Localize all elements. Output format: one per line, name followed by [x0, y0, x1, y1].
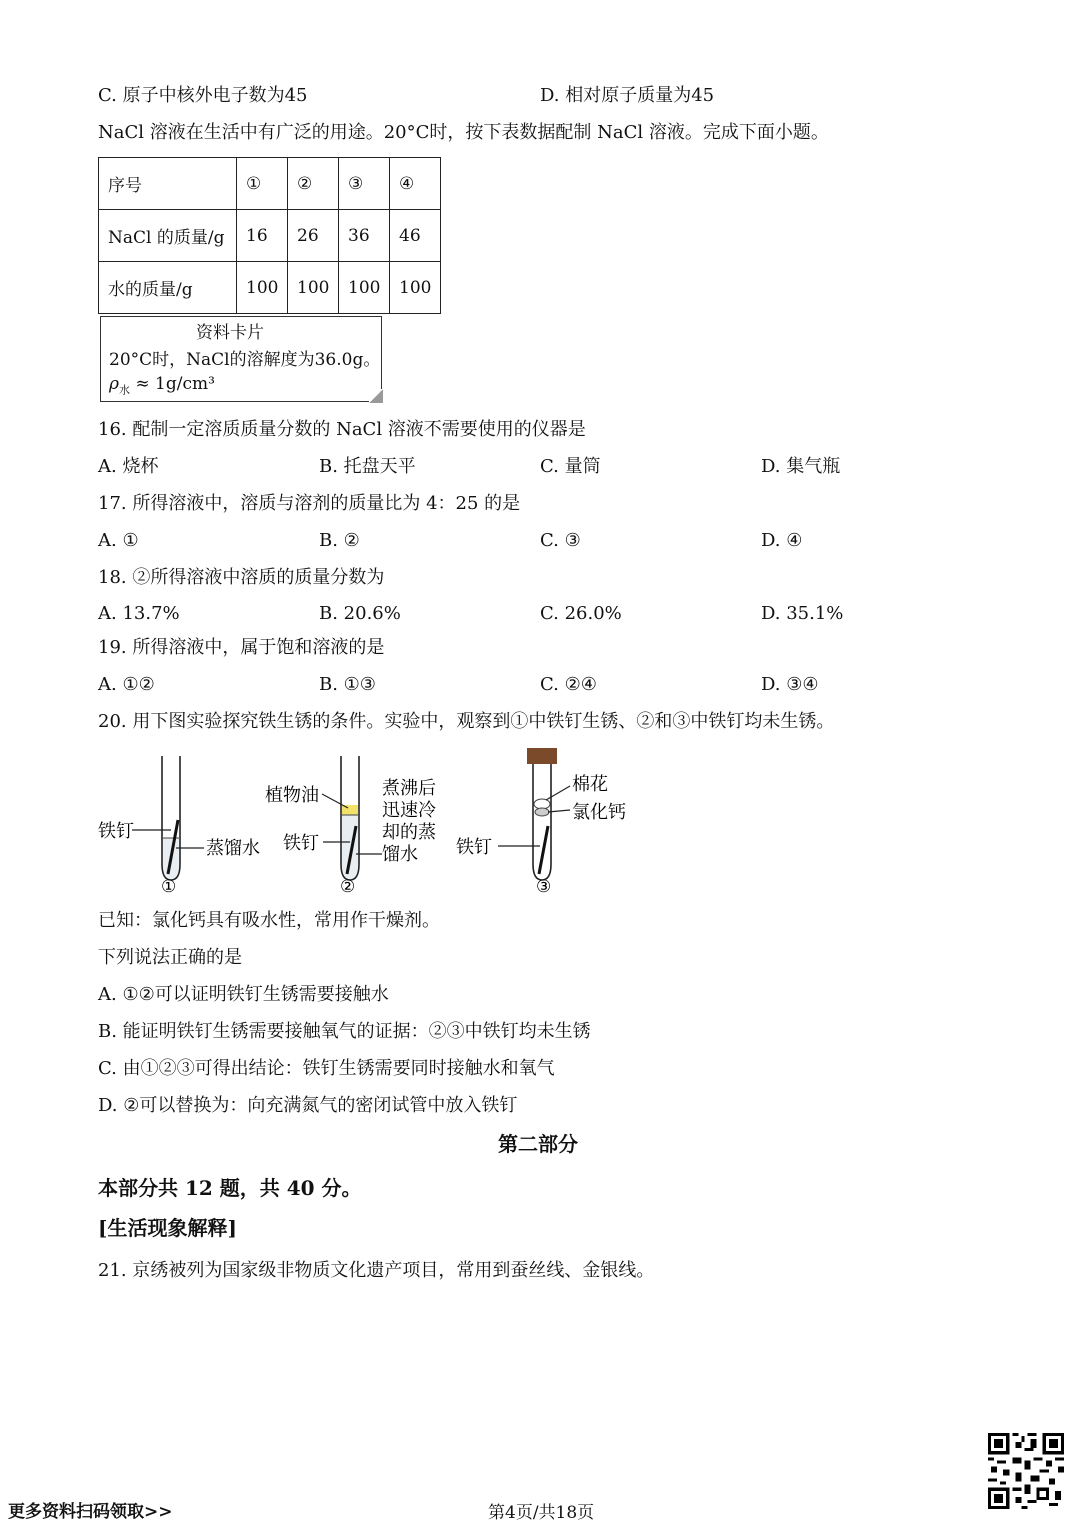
- q19-option-a[interactable]: A. ①②: [98, 674, 155, 695]
- q17-option-a[interactable]: A. ①: [98, 530, 139, 551]
- table-cell: ④: [390, 158, 441, 210]
- table-cell: 26: [288, 210, 339, 262]
- tube1-number: ①: [161, 877, 177, 897]
- q20-known: 已知：氯化钙具有吸水性，常用作干燥剂。: [98, 910, 440, 931]
- test-tube-2: [322, 756, 382, 880]
- test-tube-3: [498, 748, 570, 880]
- tube2-water-label-1: 煮沸后: [382, 778, 436, 799]
- q20-prompt: 下列说法正确的是: [98, 947, 242, 968]
- tube1-water-label: 蒸馏水: [206, 838, 260, 859]
- table-cell: ①: [237, 158, 288, 210]
- table-cell: 100: [288, 262, 339, 314]
- tube3-number: ③: [536, 877, 552, 897]
- prev-option-d: D. 相对原子质量为45: [540, 85, 715, 106]
- question-17-stem: 17. 所得溶液中，溶质与溶剂的质量比为 4：25 的是: [98, 493, 521, 514]
- tube3-cacl2-label: 氯化钙: [572, 802, 626, 823]
- q17-option-b[interactable]: B. ②: [319, 530, 360, 551]
- tube2-oil-label: 植物油: [265, 785, 319, 806]
- table-cell: 序号: [99, 158, 237, 210]
- q19-option-c[interactable]: C. ②④: [540, 674, 597, 695]
- table-row: [99, 262, 441, 314]
- table-row: [99, 158, 441, 210]
- q20-option-b[interactable]: B. 能证明铁钉生锈需要接触氧气的证据：②③中铁钉均未生锈: [98, 1021, 591, 1042]
- q17-option-d[interactable]: D. ④: [761, 530, 803, 551]
- section-heading: [生活现象解释]: [98, 1216, 237, 1240]
- prev-option-c: C. 原子中核外电子数为45: [98, 85, 308, 106]
- q17-option-c[interactable]: C. ③: [540, 530, 581, 551]
- question-21-stem: 21. 京绣被列为国家级非物质文化遗产项目，常用到蚕丝线、金银线。: [98, 1260, 655, 1281]
- tube2-number: ②: [340, 877, 356, 897]
- table-cell: NaCl 的质量/g: [99, 210, 237, 262]
- tube3-nail-label: 铁钉: [456, 837, 492, 858]
- question-16-stem: 16. 配制一定溶质质量分数的 NaCl 溶液不需要使用的仪器是: [98, 419, 586, 440]
- q20-option-a[interactable]: A. ①②可以证明铁钉生锈需要接触水: [98, 984, 389, 1005]
- q18-option-c[interactable]: C. 26.0%: [540, 603, 622, 624]
- nacl-table: [98, 157, 441, 314]
- table-cell: ③: [339, 158, 390, 210]
- card-fold-corner: [369, 389, 383, 403]
- tube2-water-label-4: 馏水: [382, 844, 418, 865]
- tube1-nail-label: 铁钉: [98, 821, 134, 842]
- info-card: [100, 316, 382, 402]
- qr-code[interactable]: [988, 1433, 1064, 1509]
- tube3-cotton-label: 棉花: [572, 774, 608, 795]
- footer-promo-link[interactable]: 更多资料扫码领取>>: [8, 1502, 173, 1522]
- question-19-stem: 19. 所得溶液中，属于饱和溶液的是: [98, 637, 385, 658]
- info-card-density: [109, 372, 215, 402]
- table-cell: 100: [237, 262, 288, 314]
- table-cell: 100: [390, 262, 441, 314]
- calcium-chloride: [535, 808, 549, 816]
- q18-option-b[interactable]: B. 20.6%: [319, 603, 401, 624]
- table-cell: 16: [237, 210, 288, 262]
- tube2-water-label-3: 却的蒸: [382, 822, 436, 843]
- rho-value: ≈ 1g/cm³: [130, 374, 215, 394]
- q18-option-a[interactable]: A. 13.7%: [98, 603, 180, 624]
- table-cell: 36: [339, 210, 390, 262]
- table-cell: 水的质量/g: [99, 262, 237, 314]
- page-number: 第4页/共18页: [488, 1503, 595, 1523]
- q16-option-c[interactable]: C. 量筒: [540, 456, 601, 477]
- info-card-solubility: 20°C时，NaCl的溶解度为36.0g。: [109, 350, 381, 370]
- tube2-water-label-2: 迅速冷: [382, 800, 436, 821]
- intro-text: NaCl 溶液在生活中有广泛的用途。20°C时，按下表数据配制 NaCl 溶液。完成下面小题。: [98, 122, 829, 143]
- table-row: [99, 210, 441, 262]
- iron-nail-3: [539, 826, 548, 874]
- rust-experiment-figure: [90, 742, 650, 902]
- q19-option-b[interactable]: B. ①③: [319, 674, 376, 695]
- test-tube-1: [132, 756, 204, 880]
- q16-option-b[interactable]: B. 托盘天平: [319, 456, 416, 477]
- rho-subscript: 水: [119, 383, 130, 397]
- question-18-stem: 18. ②所得溶液中溶质的质量分数为: [98, 567, 385, 588]
- q20-option-c[interactable]: C. 由①②③可得出结论：铁钉生锈需要同时接触水和氧气: [98, 1058, 555, 1079]
- table-cell: 46: [390, 210, 441, 262]
- q16-option-a[interactable]: A. 烧杯: [98, 456, 159, 477]
- stopper: [527, 748, 557, 764]
- part-two-title: 第二部分: [498, 1132, 578, 1156]
- part-two-summary: 本部分共 12 题，共 40 分。: [98, 1176, 362, 1200]
- q18-option-d[interactable]: D. 35.1%: [761, 603, 844, 624]
- q19-option-d[interactable]: D. ③④: [761, 674, 819, 695]
- tube2-nail-label: 铁钉: [283, 833, 319, 854]
- question-20-stem: 20. 用下图实验探究铁生锈的条件。实验中，观察到①中铁钉生锈、②和③中铁钉均未生锈。: [98, 711, 835, 732]
- table-cell: 100: [339, 262, 390, 314]
- q20-option-d[interactable]: D. ②可以替换为：向充满氮气的密闭试管中放入铁钉: [98, 1095, 518, 1116]
- rho-symbol: ρ: [109, 374, 119, 394]
- table-cell: ②: [288, 158, 339, 210]
- q16-option-d[interactable]: D. 集气瓶: [761, 456, 841, 477]
- info-card-title: 资料卡片: [196, 323, 264, 343]
